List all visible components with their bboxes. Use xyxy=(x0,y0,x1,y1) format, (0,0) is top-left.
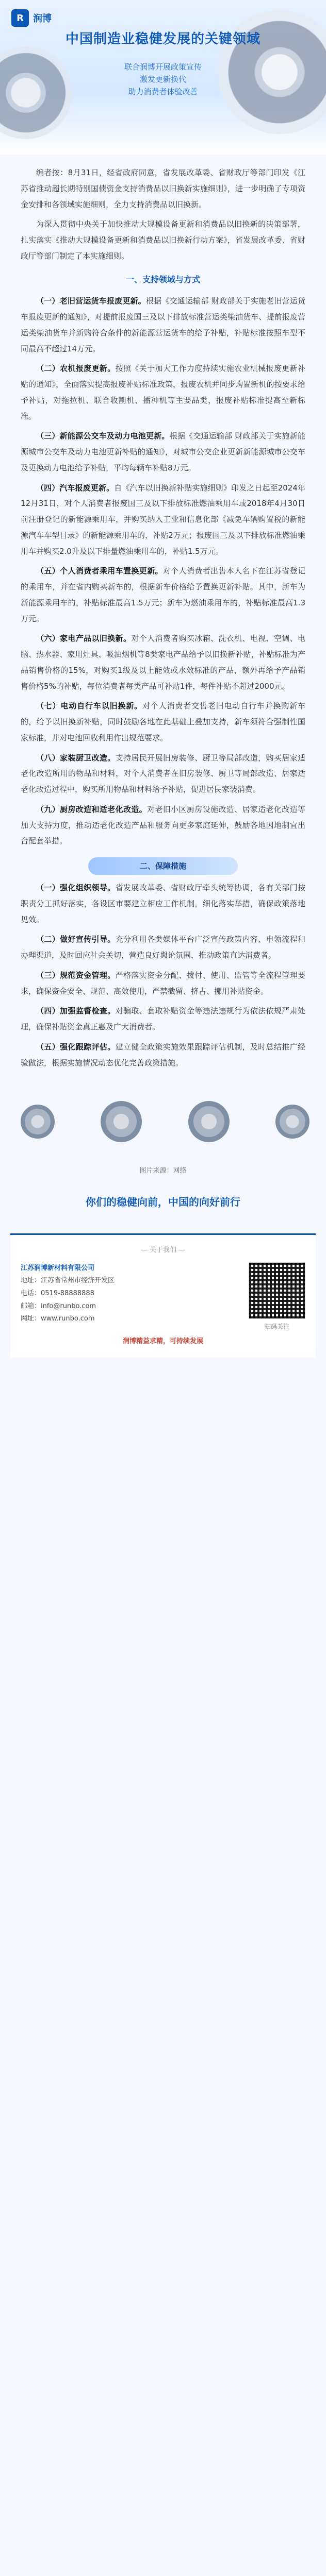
support-item-paragraph xyxy=(21,480,305,560)
support-item-heading: （八）家装厨卫改造。 xyxy=(36,753,116,762)
section-pill-measures: 二、保障措施 xyxy=(88,857,238,875)
measure-item-text: 省发展改革委、省财政厅牵头统筹协调，各有关部门按职责分工抓好落实，各设区市要建立相应工作机制，细化落实举措，确保政策落地见效。 xyxy=(21,883,305,924)
contact-info xyxy=(21,1262,227,1333)
support-item-heading: （五）个人消费者乘用车置换更新。 xyxy=(36,566,163,576)
support-item-paragraph xyxy=(21,802,305,849)
measure-item-text: 建立健全政策实施效果跟踪评估机制，及时总结推广经验做法，根据实施情况动态优化完善政策措施。 xyxy=(21,1042,305,1067)
page-subtitle xyxy=(0,61,326,98)
footer-card xyxy=(10,1233,316,1358)
support-item-text: 自《汽车以旧换新补贴实施细则》印发之日起至2024年12月31日，对个人消费者报废国三及以下排放标准燃油乘用车或2018年4月30日前注册登记的新能源乘用车，并购买纳入工业和信息化部《减免车辆购置税的新能源汽车车型目录》的新能源乘用车的，补贴2万元；报废国三及以下排放标准燃油乘用车并购买2.0升及以下排量燃油乘用车的，补贴1.5万元。 xyxy=(21,483,305,556)
contact-line: 邮箱：info@runbo.com xyxy=(21,1302,96,1310)
wheel-icon xyxy=(275,1105,309,1139)
support-item-heading: （二）农机报废更新。 xyxy=(36,364,116,374)
support-item-heading: （七）电动自行车以旧换新。 xyxy=(36,701,142,711)
support-item-heading: （六）家电产品以旧换新。 xyxy=(36,634,132,643)
footer-divider: — 关于我们 — xyxy=(140,1246,186,1254)
support-item-heading: （四）汽车报废更新。 xyxy=(36,483,115,493)
intro-paragraph: 为深入贯彻中央关于加快推动大规模设备更新和消费品以旧换新的决策部署，扎实落实《推动大规模设备更新和消费品以旧换新行动方案》，省发展改革委、省财政厅等部门制定了本实施细则。 xyxy=(21,219,305,261)
support-item-heading: （一）老旧营运货车报废更新。 xyxy=(36,296,146,306)
closing-slogan: 你们的稳健向前，中国的向好前行 xyxy=(86,1195,240,1208)
qr-caption: 扫码关注 xyxy=(264,1323,289,1330)
page-title: 中国制造业稳健发展的关键领域 xyxy=(65,31,260,47)
footer-row xyxy=(21,1262,305,1333)
footer-slogan: 润博精益求精，可持续发展 xyxy=(122,1337,203,1346)
company-name: 江苏润博新材料有限公司 xyxy=(21,1264,95,1272)
logo-mark-icon: R xyxy=(11,9,29,27)
support-item-paragraph xyxy=(21,698,305,745)
support-item-paragraph xyxy=(21,750,305,798)
contact-line: 网址：www.runbo.com xyxy=(21,1315,95,1323)
support-item-text: 支持居民开展旧房装修、厨卫等局部改造，购买居家适老化改造所用的物品和材料，对个人消费者在旧房装修、厨卫等局部改造、居家适老化改造过程中，购买所用物品和材料给予补贴，促进居民家装消费。 xyxy=(21,753,305,794)
figure-caption: 图片来源：网络 xyxy=(139,1167,187,1175)
support-items-list xyxy=(21,293,305,849)
support-item-text: 根据《交通运输部 财政部关于实施新能源城市公交车及动力电池更新补贴的通知》，对城市公交企业更新新能源城市公交车及更换动力电池给予补贴，平均每辆车补贴8万元。 xyxy=(21,431,305,472)
support-item-text: 根据《交通运输部 财政部关于实施老旧营运货车报废更新的通知》，对提前报废国三及以下排放标准营运类柴油货车、提前报废营运类柴油货车并新购符合条件的新能源营运货车的给予补贴，补贴标准按照车型不同最高不超过14万元。 xyxy=(21,296,305,353)
measure-item-heading: （四）加强监督检查。 xyxy=(36,1006,116,1016)
measures-list xyxy=(21,880,305,1071)
measure-item-paragraph xyxy=(21,931,305,963)
wheel-icon xyxy=(101,1101,142,1142)
measure-item-paragraph xyxy=(21,1039,305,1071)
wheel-icon xyxy=(188,1101,230,1142)
measure-item-paragraph xyxy=(21,1003,305,1035)
measure-item-heading: （二）做好宣传引导。 xyxy=(36,935,116,944)
support-item-paragraph xyxy=(21,563,305,626)
qr-block xyxy=(249,1262,305,1333)
support-item-text: 对个人消费者购买冰箱、洗衣机、电视、空调、电脑、热水器、家用灶具、吸油烟机等8类家电产品给予以旧换新补贴，补贴标准为产品销售价格的15%，对购买1级及以上能效或水效标准的产品，额外再给予产品销售价格5%的补贴，每位消费者每类产品可补贴1件，每件补贴不超过2000元。 xyxy=(21,634,305,691)
article-body xyxy=(0,155,326,1233)
contact-line: 电话：0519-88888888 xyxy=(21,1290,94,1297)
measure-item-text: 充分利用各类媒体平台广泛宣传政策内容、申领流程和办理渠道，及时回应社会关切，营造良好舆论氛围，推动政策直达消费者。 xyxy=(21,935,305,960)
support-item-text: 对个人消费者出售本人名下在江苏省登记的乘用车，并在省内购买新车的，根据新车价格给予置换更新补贴。其中，新车为新能源乘用车的，补贴标准最高1.5万元；新车为燃油乘用车的，补贴标准最高1.3万元。 xyxy=(21,566,305,623)
subtitle-line: 激发更新换代 xyxy=(139,75,186,84)
measure-item-heading: （三）规范资金管理。 xyxy=(36,970,116,980)
support-item-heading: （九）厨房改造和适老化改造。 xyxy=(36,804,148,814)
measure-item-paragraph xyxy=(21,968,305,999)
support-item-text: 对老旧小区厨房设施改造、居家适老化改造等加大支持力度，推动适老化改造产品和服务向更多家庭延伸，鼓励各地因地制宜出台配套举措。 xyxy=(21,804,305,846)
contact-line: 地址：江苏省常州市经济开发区 xyxy=(21,1277,115,1285)
header-banner xyxy=(0,0,326,155)
support-item-paragraph xyxy=(21,631,305,694)
logo-text: 润博 xyxy=(33,13,52,24)
measure-item-text: 对骗取、套取补贴资金等违法违规行为依法依规严肃处理，确保补贴资金真正惠及广大消费者。 xyxy=(21,1006,305,1032)
support-item-text: 对个人消费者交售老旧电动自行车并换购新车的，给予以旧换新补贴，同时鼓励各地在此基础上叠加支持，新车须符合强制性国家标准，并对电池回收利用作出规范要求。 xyxy=(21,701,305,742)
measure-item-heading: （一）强化组织领导。 xyxy=(36,883,116,893)
measure-item-text: 严格落实资金分配、拨付、使用、监管等全流程管理要求，确保资金安全、规范、高效使用，严禁截留、挤占、挪用补贴资金。 xyxy=(21,970,305,996)
support-item-heading: （三）新能源公交车及动力电池更新。 xyxy=(36,431,170,441)
section-title-support: 一、支持领域与方式 xyxy=(125,274,200,284)
lead-paragraph: 编者按：8月31日，经省政府同意，省发展改革委、省财政厅等部门印发《江苏省推动超长期特别国债资金支持消费品以旧换新实施细则》，进一步明确了专项资金安排和各领域实施细则，全力支持消费品以旧换新。 xyxy=(21,168,305,209)
subtitle-line: 助力消费者体验改善 xyxy=(128,87,198,96)
wheel-icon xyxy=(21,1105,55,1139)
support-item-text: 按照《关于加大工作力度持续实施农业机械报废更新补贴的通知》，全面落实提高报废补贴标准政策，报废农机并同步购置新机的按要求给予补贴，对拖拉机、联合收割机、播种机等主要品类，报废补贴标准提高至新标准。 xyxy=(21,364,305,421)
wheels-figure xyxy=(21,1083,309,1160)
measure-item-heading: （五）强化跟踪评估。 xyxy=(36,1042,116,1052)
support-item-paragraph xyxy=(21,361,305,424)
qr-code[interactable] xyxy=(249,1262,305,1319)
subtitle-line: 联合润博开展政策宣传 xyxy=(124,62,202,72)
support-item-paragraph xyxy=(21,293,305,357)
brand-logo xyxy=(11,9,52,27)
measure-item-paragraph xyxy=(21,880,305,927)
support-item-paragraph xyxy=(21,428,305,476)
